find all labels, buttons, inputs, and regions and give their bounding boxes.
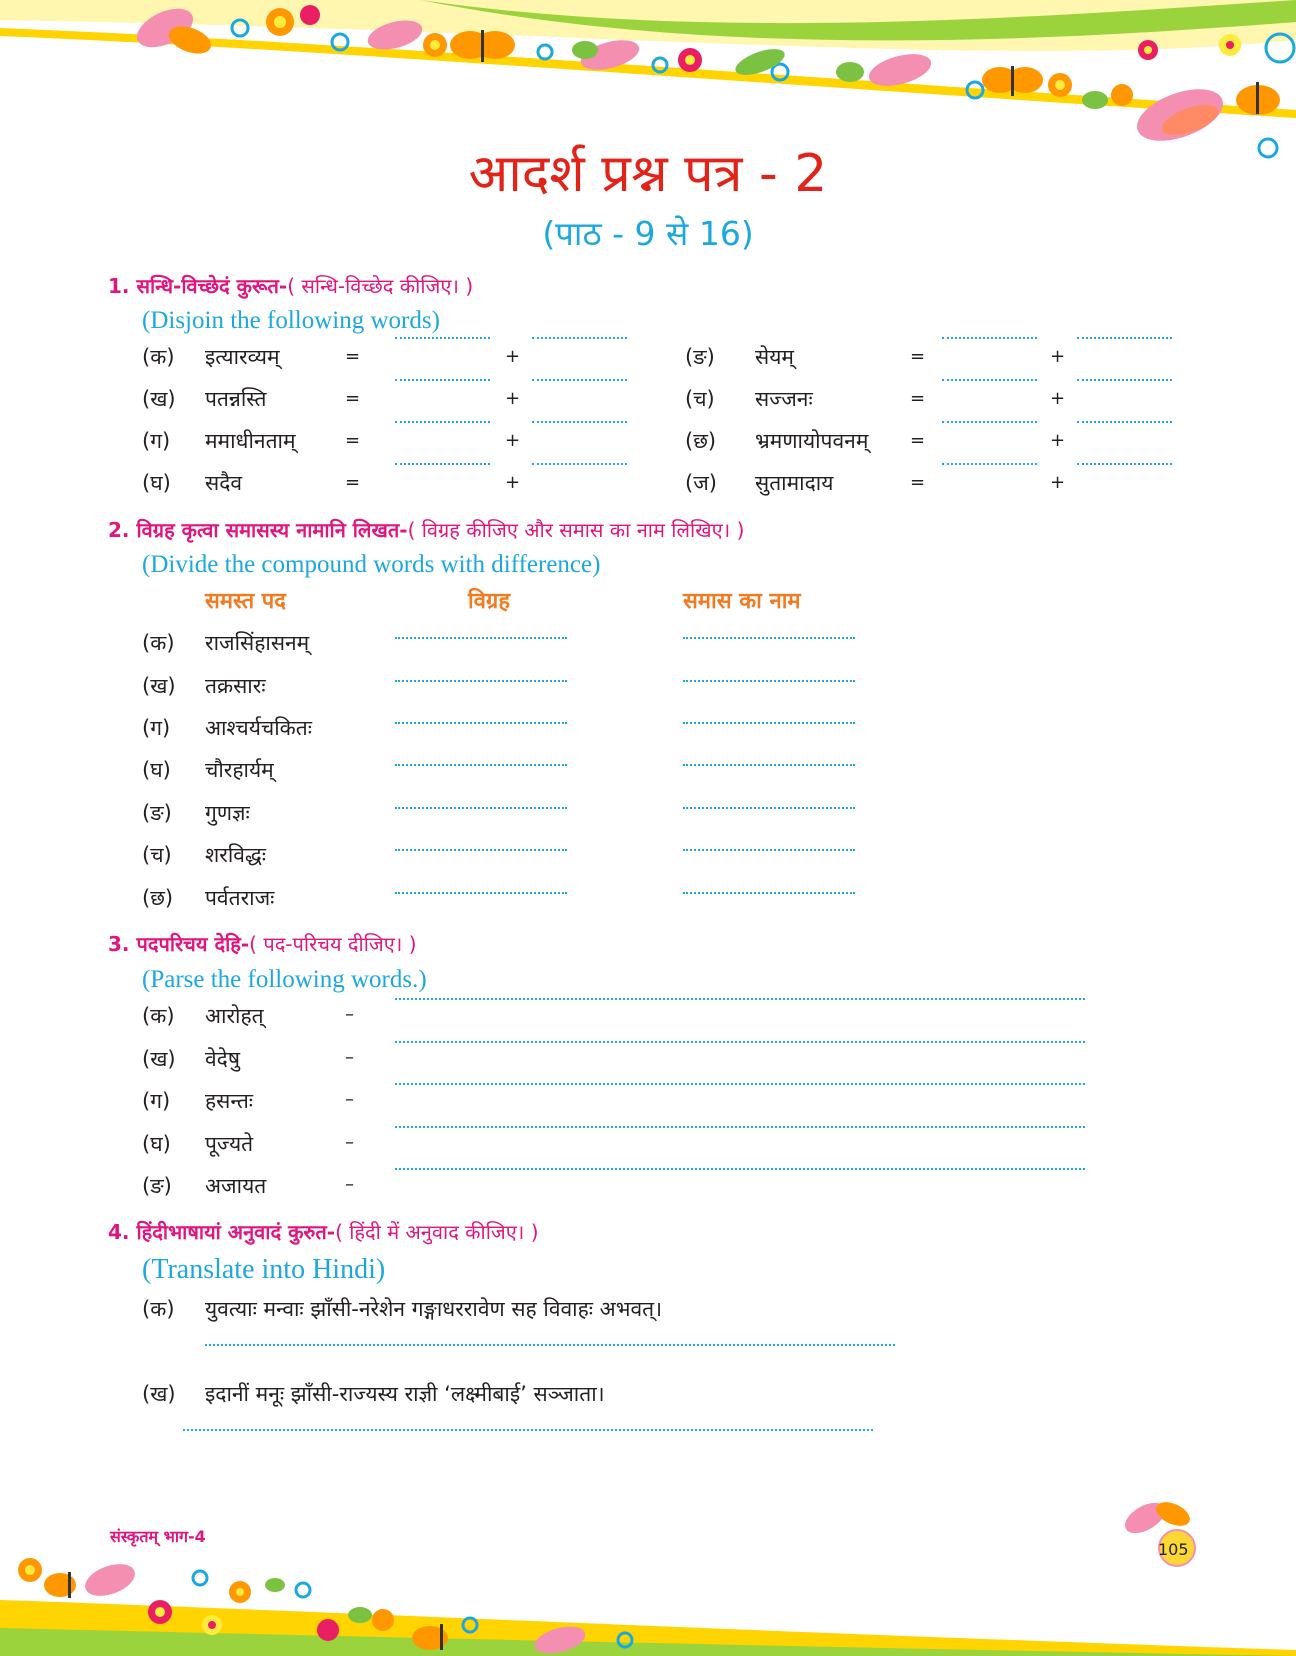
answer-blank[interactable] <box>683 807 855 809</box>
equals-sign: = <box>345 430 361 451</box>
answer-blank[interactable] <box>942 337 1037 339</box>
answer-blank[interactable] <box>395 1083 1085 1085</box>
question-heading-sanskrit: विग्रह कृत्वा समासस्य नामानि लिखत- <box>136 518 408 542</box>
answer-blank[interactable] <box>683 764 855 766</box>
item-sentence: युवत्याः मन्वाः झाँसी-नरेशेन गङ्गाधररावेण सह विवाहः अभवत्। <box>205 1297 663 1321</box>
answer-blank[interactable] <box>683 680 855 682</box>
item-label: (क) <box>142 345 175 369</box>
answer-blank[interactable] <box>683 722 855 724</box>
item-sentence: इदानीं मनूः झाँसी-राज्यस्य राज्ञी ‘लक्ष्मीबाई’ सञ्जाता। <box>205 1382 605 1406</box>
item-label: (क) <box>142 631 175 655</box>
question-heading-hindi: ( सन्धि-विच्छेद कीजिए। ) <box>287 274 474 298</box>
item-label: (ख) <box>142 387 176 411</box>
answer-blank[interactable] <box>395 1168 1085 1170</box>
item-label: (ग) <box>142 429 171 453</box>
item-word: अजायत <box>205 1174 267 1198</box>
question-number: 1. <box>108 274 130 298</box>
item-label: (ङ) <box>142 1174 172 1198</box>
item-word: सुतामादाय <box>755 471 834 495</box>
item-word: तक्रसारः <box>205 674 266 698</box>
equals-sign: = <box>910 472 926 493</box>
item-label: (छ) <box>685 429 717 453</box>
item-label: (ग) <box>142 716 171 740</box>
dash-sign: – <box>345 1047 354 1068</box>
column-header: समस्त पद <box>205 589 286 614</box>
answer-blank[interactable] <box>205 1344 895 1346</box>
question-2-english: (Divide the compound words with difference) <box>142 551 601 578</box>
answer-blank[interactable] <box>1077 379 1172 381</box>
answer-blank[interactable] <box>395 722 567 724</box>
dash-sign: – <box>345 1174 354 1195</box>
item-label: (ख) <box>142 1382 176 1406</box>
question-4-heading <box>108 1218 539 1245</box>
equals-sign: = <box>910 346 926 367</box>
question-3-english: (Parse the following words.) <box>142 966 427 993</box>
item-word: हसन्तः <box>205 1089 254 1113</box>
answer-blank[interactable] <box>395 337 490 339</box>
answer-blank[interactable] <box>183 1429 873 1431</box>
answer-blank[interactable] <box>1077 337 1172 339</box>
answer-blank[interactable] <box>532 379 627 381</box>
plus-sign: + <box>505 346 521 367</box>
item-word: पतन्नस्ति <box>205 387 267 411</box>
equals-sign: = <box>910 430 926 451</box>
item-label: (क) <box>142 1004 175 1028</box>
answer-blank[interactable] <box>395 379 490 381</box>
column-header: विग्रह <box>468 589 511 614</box>
question-3-heading <box>108 930 417 957</box>
answer-blank[interactable] <box>532 463 627 465</box>
item-word: गुणज्ञः <box>205 801 250 825</box>
question-number: 2. <box>108 518 130 542</box>
question-heading-sanskrit: पदपरिचय देहि- <box>136 932 250 956</box>
answer-blank[interactable] <box>683 892 855 894</box>
answer-blank[interactable] <box>395 1041 1085 1043</box>
item-word: ममाधीनताम् <box>205 429 296 453</box>
answer-blank[interactable] <box>532 337 627 339</box>
item-label: (घ) <box>142 1132 171 1156</box>
answer-blank[interactable] <box>395 421 490 423</box>
question-heading-sanskrit: सन्धि-विच्छेदं कुरूत- <box>136 274 288 298</box>
item-label: (ज) <box>685 471 717 495</box>
question-heading-hindi: ( हिंदी में अनुवाद कीजिए। ) <box>335 1220 539 1244</box>
item-word: इत्यारव्यम् <box>205 345 280 369</box>
plus-sign: + <box>1050 430 1066 451</box>
answer-blank[interactable] <box>395 680 567 682</box>
question-2-heading <box>108 516 744 543</box>
question-heading-hindi: ( विग्रह कीजिए और समास का नाम लिखिए। ) <box>407 518 745 542</box>
plus-sign: + <box>505 430 521 451</box>
item-label: (छ) <box>142 886 174 910</box>
bottom-decorative-border <box>0 1500 1296 1656</box>
answer-blank[interactable] <box>395 892 567 894</box>
item-label: (च) <box>685 387 715 411</box>
answer-blank[interactable] <box>395 764 567 766</box>
plus-sign: + <box>1050 388 1066 409</box>
question-4-english: (Translate into Hindi) <box>142 1254 386 1285</box>
item-word: आश्चर्यचकितः <box>205 716 313 740</box>
item-word: वेदेषु <box>205 1047 240 1071</box>
butterfly-icon <box>1236 82 1280 115</box>
column-header: समास का नाम <box>683 589 801 614</box>
question-1-english: (Disjoin the following words) <box>142 307 440 334</box>
equals-sign: = <box>345 346 361 367</box>
page-number: 105 <box>1158 1540 1189 1559</box>
page-title: आदर्श प्रश्न पत्र - 2 <box>468 144 828 204</box>
answer-blank[interactable] <box>683 637 855 639</box>
answer-blank[interactable] <box>395 637 567 639</box>
question-1-heading <box>108 272 473 299</box>
answer-blank[interactable] <box>1077 421 1172 423</box>
item-word: शरविद्धः <box>205 843 267 867</box>
item-label: (ख) <box>142 674 176 698</box>
book-title: संस्कृतम् भाग-4 <box>110 1527 206 1546</box>
item-word: सदैव <box>205 471 243 495</box>
equals-sign: = <box>910 388 926 409</box>
question-number: 4. <box>108 1220 130 1244</box>
item-word: पूज्यते <box>205 1132 254 1156</box>
item-word: सेयम् <box>755 345 794 369</box>
item-word: राजसिंहासनम् <box>205 631 310 655</box>
answer-blank[interactable] <box>395 1126 1085 1128</box>
answer-blank[interactable] <box>942 421 1037 423</box>
answer-blank[interactable] <box>395 807 567 809</box>
item-label: (च) <box>142 843 172 867</box>
dash-sign: – <box>345 1132 354 1153</box>
answer-blank[interactable] <box>395 849 567 851</box>
item-label: (क) <box>142 1297 175 1321</box>
page-subtitle: (पाठ - 9 से 16) <box>542 214 754 253</box>
answer-blank[interactable] <box>942 379 1037 381</box>
item-label: (घ) <box>142 471 171 495</box>
item-word: पर्वतराजः <box>205 886 275 910</box>
item-label: (ग) <box>142 1089 171 1113</box>
plus-sign: + <box>1050 346 1066 367</box>
answer-blank[interactable] <box>532 421 627 423</box>
item-label: (घ) <box>142 758 171 782</box>
plus-sign: + <box>505 388 521 409</box>
item-label: (ङ) <box>142 801 172 825</box>
question-heading-hindi: ( पद-परिचय दीजिए। ) <box>249 932 417 956</box>
plus-sign: + <box>1050 472 1066 493</box>
plus-sign: + <box>505 472 521 493</box>
item-word: भ्रमणायोपवनम् <box>755 429 869 453</box>
butterfly-icon <box>44 1558 139 1602</box>
equals-sign: = <box>345 388 361 409</box>
answer-blank[interactable] <box>395 998 1085 1000</box>
item-label: (ख) <box>142 1047 176 1071</box>
dash-sign: – <box>345 1004 354 1025</box>
answer-blank[interactable] <box>1077 463 1172 465</box>
answer-blank[interactable] <box>683 849 855 851</box>
question-heading-sanskrit: हिंदीभाषायां अनुवादं कुरुत- <box>136 1220 336 1244</box>
item-label: (ङ) <box>685 345 715 369</box>
equals-sign: = <box>345 472 361 493</box>
item-word: सज्जनः <box>755 387 813 411</box>
answer-blank[interactable] <box>942 463 1037 465</box>
item-word: आरोहत् <box>205 1004 264 1028</box>
dash-sign: – <box>345 1089 354 1110</box>
question-number: 3. <box>108 932 130 956</box>
answer-blank[interactable] <box>395 463 490 465</box>
item-word: चौरहार्यम् <box>205 758 274 782</box>
